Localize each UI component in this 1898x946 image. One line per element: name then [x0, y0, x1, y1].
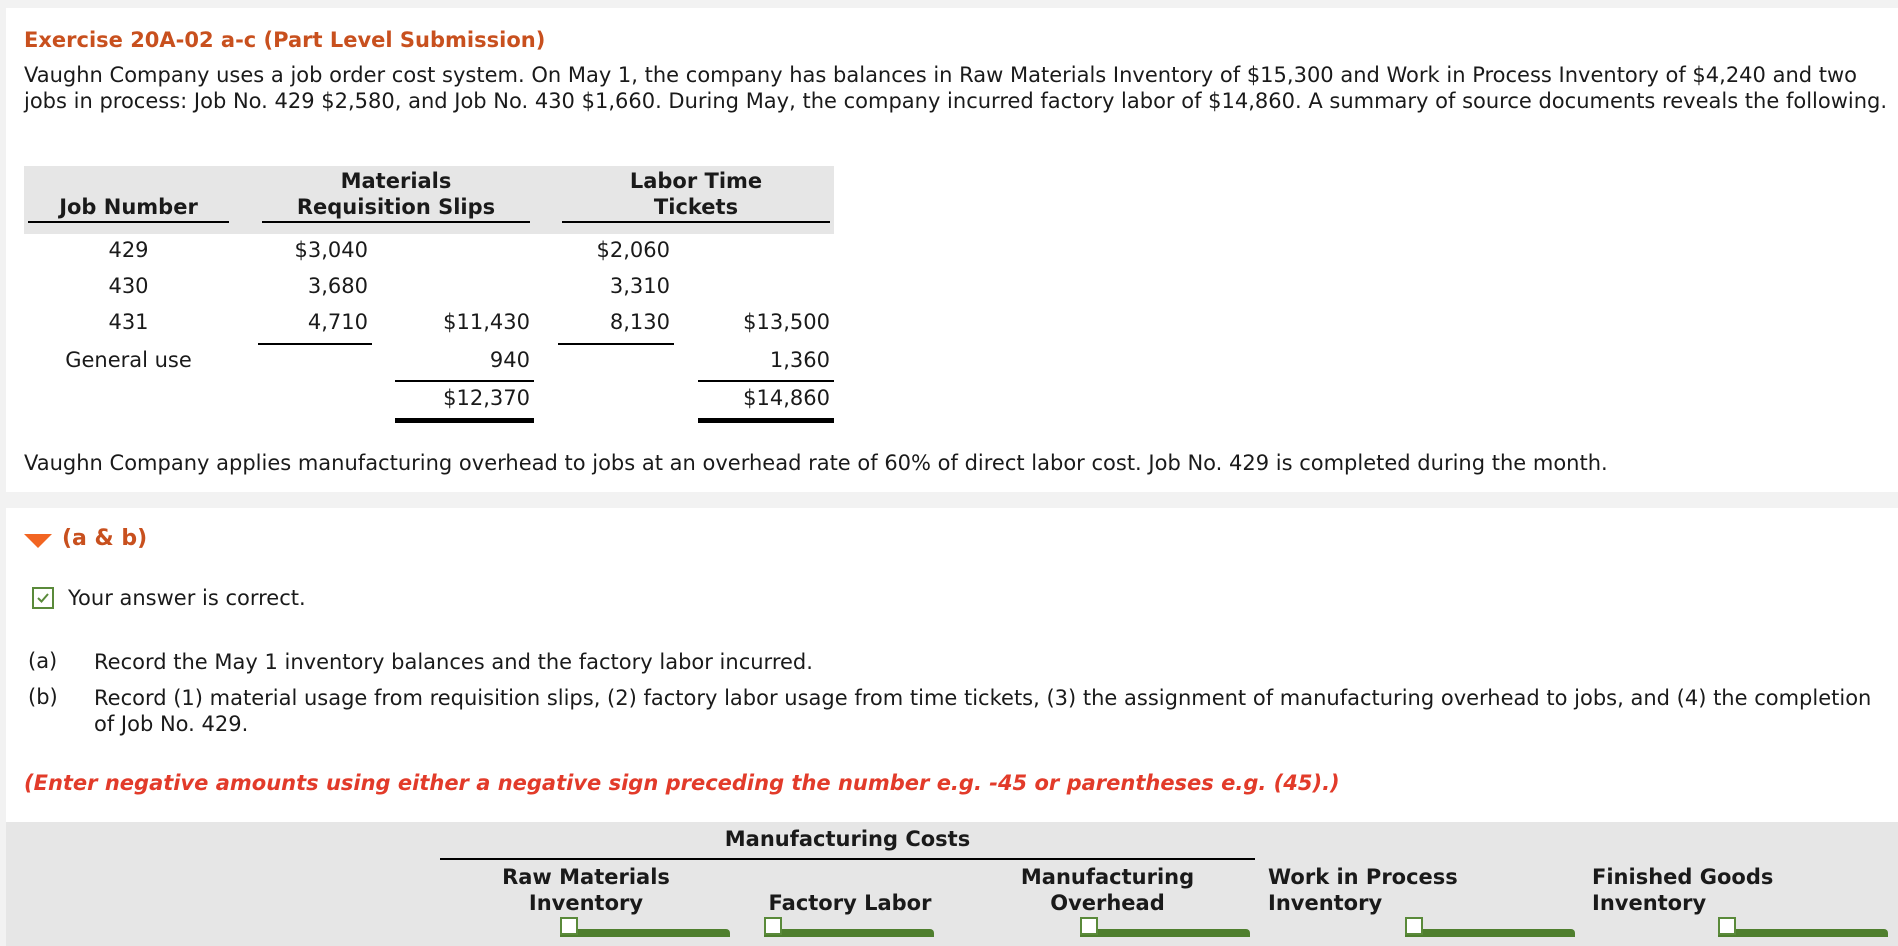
ledger-group-title: Manufacturing Costs [724, 827, 971, 851]
section-label[interactable]: (a & b) [62, 526, 148, 551]
instruction-tag: (a) [28, 649, 58, 673]
warning-note: (Enter negative amounts using either a negative sign preceding the number e.g. -45 or parentheses e.g. (45).) [24, 771, 1340, 795]
table-cell-mat: 4,710 [307, 310, 368, 334]
table-total-lab: $14,860 [743, 386, 830, 410]
table-row-job: 431 [108, 310, 149, 334]
double-rule-lab [698, 418, 834, 423]
table-row-job: 430 [108, 274, 149, 298]
answer-check-icon [764, 917, 782, 935]
table-cell-lab-total: 1,360 [769, 348, 830, 372]
th-materials: Materials Requisition Slips [296, 169, 496, 219]
total-rule-mat [395, 380, 534, 382]
ledger-group-rule [440, 858, 1255, 860]
table-cell-lab: 3,310 [609, 274, 670, 298]
correct-check-icon [32, 587, 54, 609]
th-job-number: Job Number [59, 195, 198, 219]
th-labor: Labor Time Tickets [629, 169, 763, 219]
status-text: Your answer is correct. [68, 586, 306, 610]
overhead-note: Vaughn Company applies manufacturing overhead to jobs at an overhead rate of 60% of direct labor cost. Job No. 429 is completed during the month. [24, 451, 1608, 475]
answer-check-icon [1405, 917, 1423, 935]
ledger-col-finished-goods: Finished Goods Inventory [1592, 865, 1774, 915]
table-cell-mat: 3,680 [307, 274, 368, 298]
answer-bar [560, 929, 730, 937]
answer-check-icon [1080, 917, 1098, 935]
total-rule-lab [698, 380, 834, 382]
answer-bar [764, 929, 934, 937]
answer-check-icon [1718, 917, 1736, 935]
table-total-mat: $12,370 [443, 386, 530, 410]
table-cell-lab-total: $13,500 [743, 310, 830, 334]
table-cell-lab: $2,060 [596, 238, 670, 262]
ledger-col-factory-labor: Factory Labor [768, 891, 932, 915]
subtotal-rule-lab [558, 343, 674, 345]
ledger-col-overhead: Manufacturing Overhead [1020, 865, 1195, 915]
answer-bar [1405, 929, 1575, 937]
collapse-caret-icon[interactable] [24, 534, 52, 548]
table-cell-lab: 8,130 [609, 310, 670, 334]
exercise-title: Exercise 20A-02 a-c (Part Level Submission) [24, 28, 546, 52]
answer-bar [1080, 929, 1250, 937]
header-rule-job [28, 221, 229, 223]
table-row-job: 429 [108, 238, 149, 262]
header-rule-materials [262, 221, 530, 223]
instruction-tag: (b) [28, 685, 58, 709]
exercise-intro: Vaughn Company uses a job order cost system. On May 1, the company has balances in Raw Materials Inventory of $15,300 and Work in Process Inventory of $4,240 and two jobs in process: Job No. 429 $2,580, and Job No. 430 $1,660. During May, the company incurred factory labor of $14,860. A summary of source documents reveals the following. [24, 63, 1888, 113]
answer-check-icon [560, 917, 578, 935]
answer-bar [1718, 929, 1888, 937]
table-row-job: General use [65, 348, 192, 372]
subtotal-rule-mat [258, 343, 372, 345]
table-cell-mat: $3,040 [294, 238, 368, 262]
instruction-text: Record the May 1 inventory balances and the factory labor incurred. [94, 650, 813, 674]
double-rule-mat [395, 418, 534, 423]
ledger-col-raw-materials: Raw Materials Inventory [502, 865, 670, 915]
instruction-text: Record (1) material usage from requisition slips, (2) factory labor usage from time tickets, (3) the assignment of manufacturing overhead to jobs, and (4) the completion of Job No. 429. [94, 686, 1872, 736]
ledger-col-wip: Work in Process Inventory [1268, 865, 1458, 915]
header-rule-labor [562, 221, 830, 223]
table-cell-mat-total: $11,430 [443, 310, 530, 334]
table-cell-mat-total: 940 [489, 348, 530, 372]
